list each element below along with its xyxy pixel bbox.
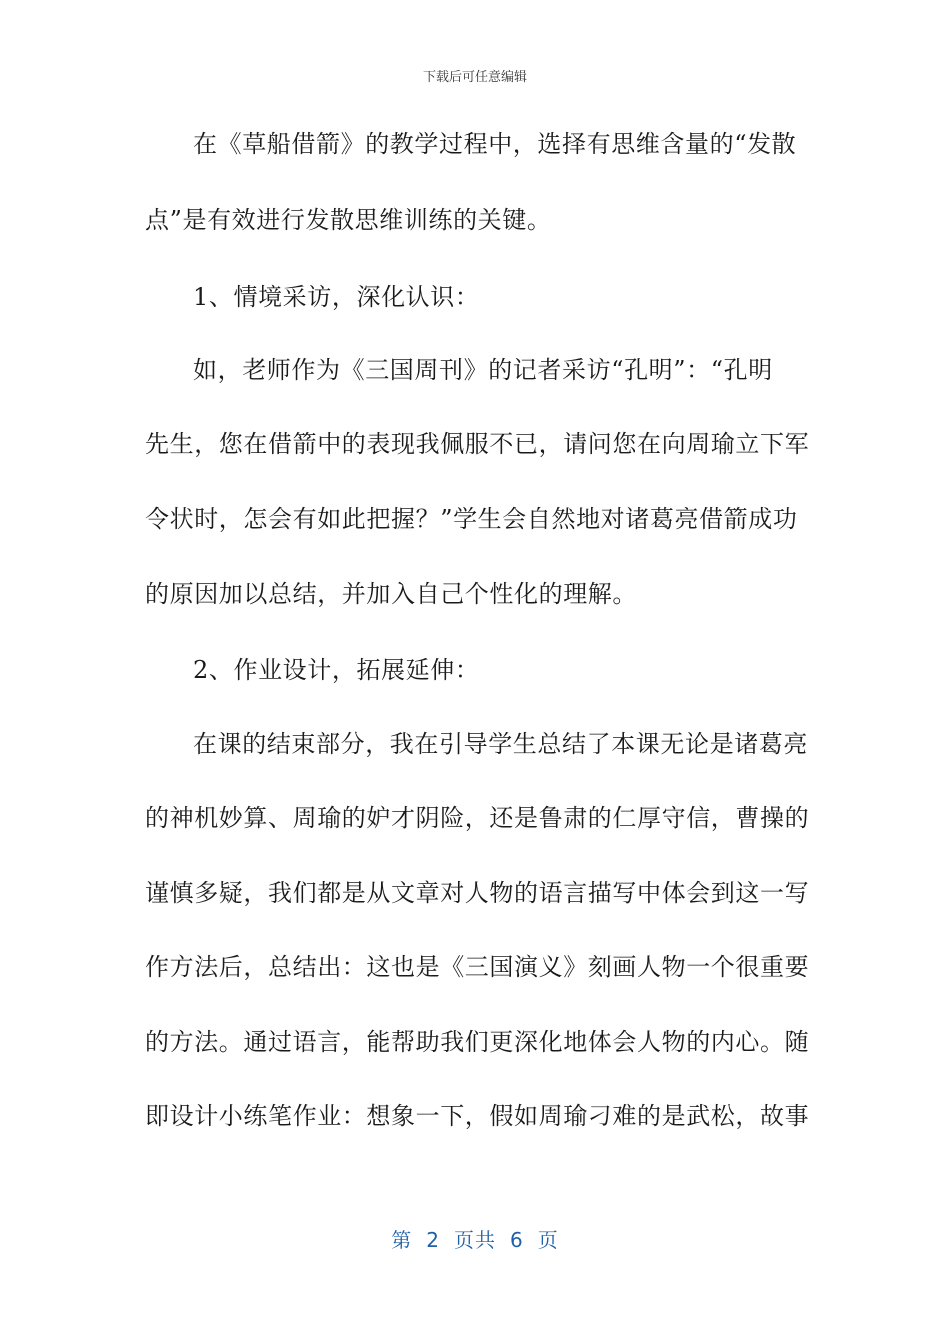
paragraph-line: 作方法后，总结出：这也是《三国演义》刻画人物一个很重要 <box>145 953 810 981</box>
paragraph-line: 在课的结束部分，我在引导学生总结了本课无论是诸葛亮 <box>193 730 808 758</box>
paragraph-line: 先生，您在借箭中的表现我佩服不已，请问您在向周瑜立下军 <box>145 430 810 458</box>
page-header: 下载后可任意编辑 <box>422 70 527 85</box>
page-footer <box>0 1224 950 1253</box>
paragraph-line: 如，老师作为《三国周刊》的记者采访“孔明”：“孔明 <box>193 356 773 384</box>
paragraph-line: 的原因加以总结，并加入自己个性化的理解。 <box>145 580 637 608</box>
section-heading: 1、情境采访，深化认识： <box>193 283 480 311</box>
paragraph-line: 的方法。通过语言，能帮助我们更深化地体会人物的内心。随 <box>145 1028 810 1056</box>
paragraph-line: 令状时，怎会有如此把握？”学生会自然地对诸葛亮借箭成功 <box>145 505 798 533</box>
paragraph-line: 谨慎多疑，我们都是从文章对人物的语言描写中体会到这一写 <box>145 879 810 907</box>
footer-suffix: 页 <box>537 1228 559 1252</box>
paragraph-line: 即设计小练笔作业：想象一下，假如周瑜刁难的是武松，故事 <box>145 1102 810 1130</box>
footer-middle: 页共 <box>454 1228 496 1252</box>
current-page-number: 2 <box>426 1228 440 1252</box>
footer-prefix: 第 <box>391 1228 413 1252</box>
paragraph-line: 点”是有效进行发散思维训练的关键。 <box>145 206 552 234</box>
section-heading: 2、作业设计，拓展延伸： <box>193 656 480 684</box>
paragraph-line: 的神机妙算、周瑜的妒才阴险，还是鲁肃的仁厚守信，曹操的 <box>145 804 810 832</box>
paragraph-line: 在《草船借箭》的教学过程中，选择有思维含量的“发散 <box>193 130 797 158</box>
total-pages-number: 6 <box>510 1228 524 1252</box>
